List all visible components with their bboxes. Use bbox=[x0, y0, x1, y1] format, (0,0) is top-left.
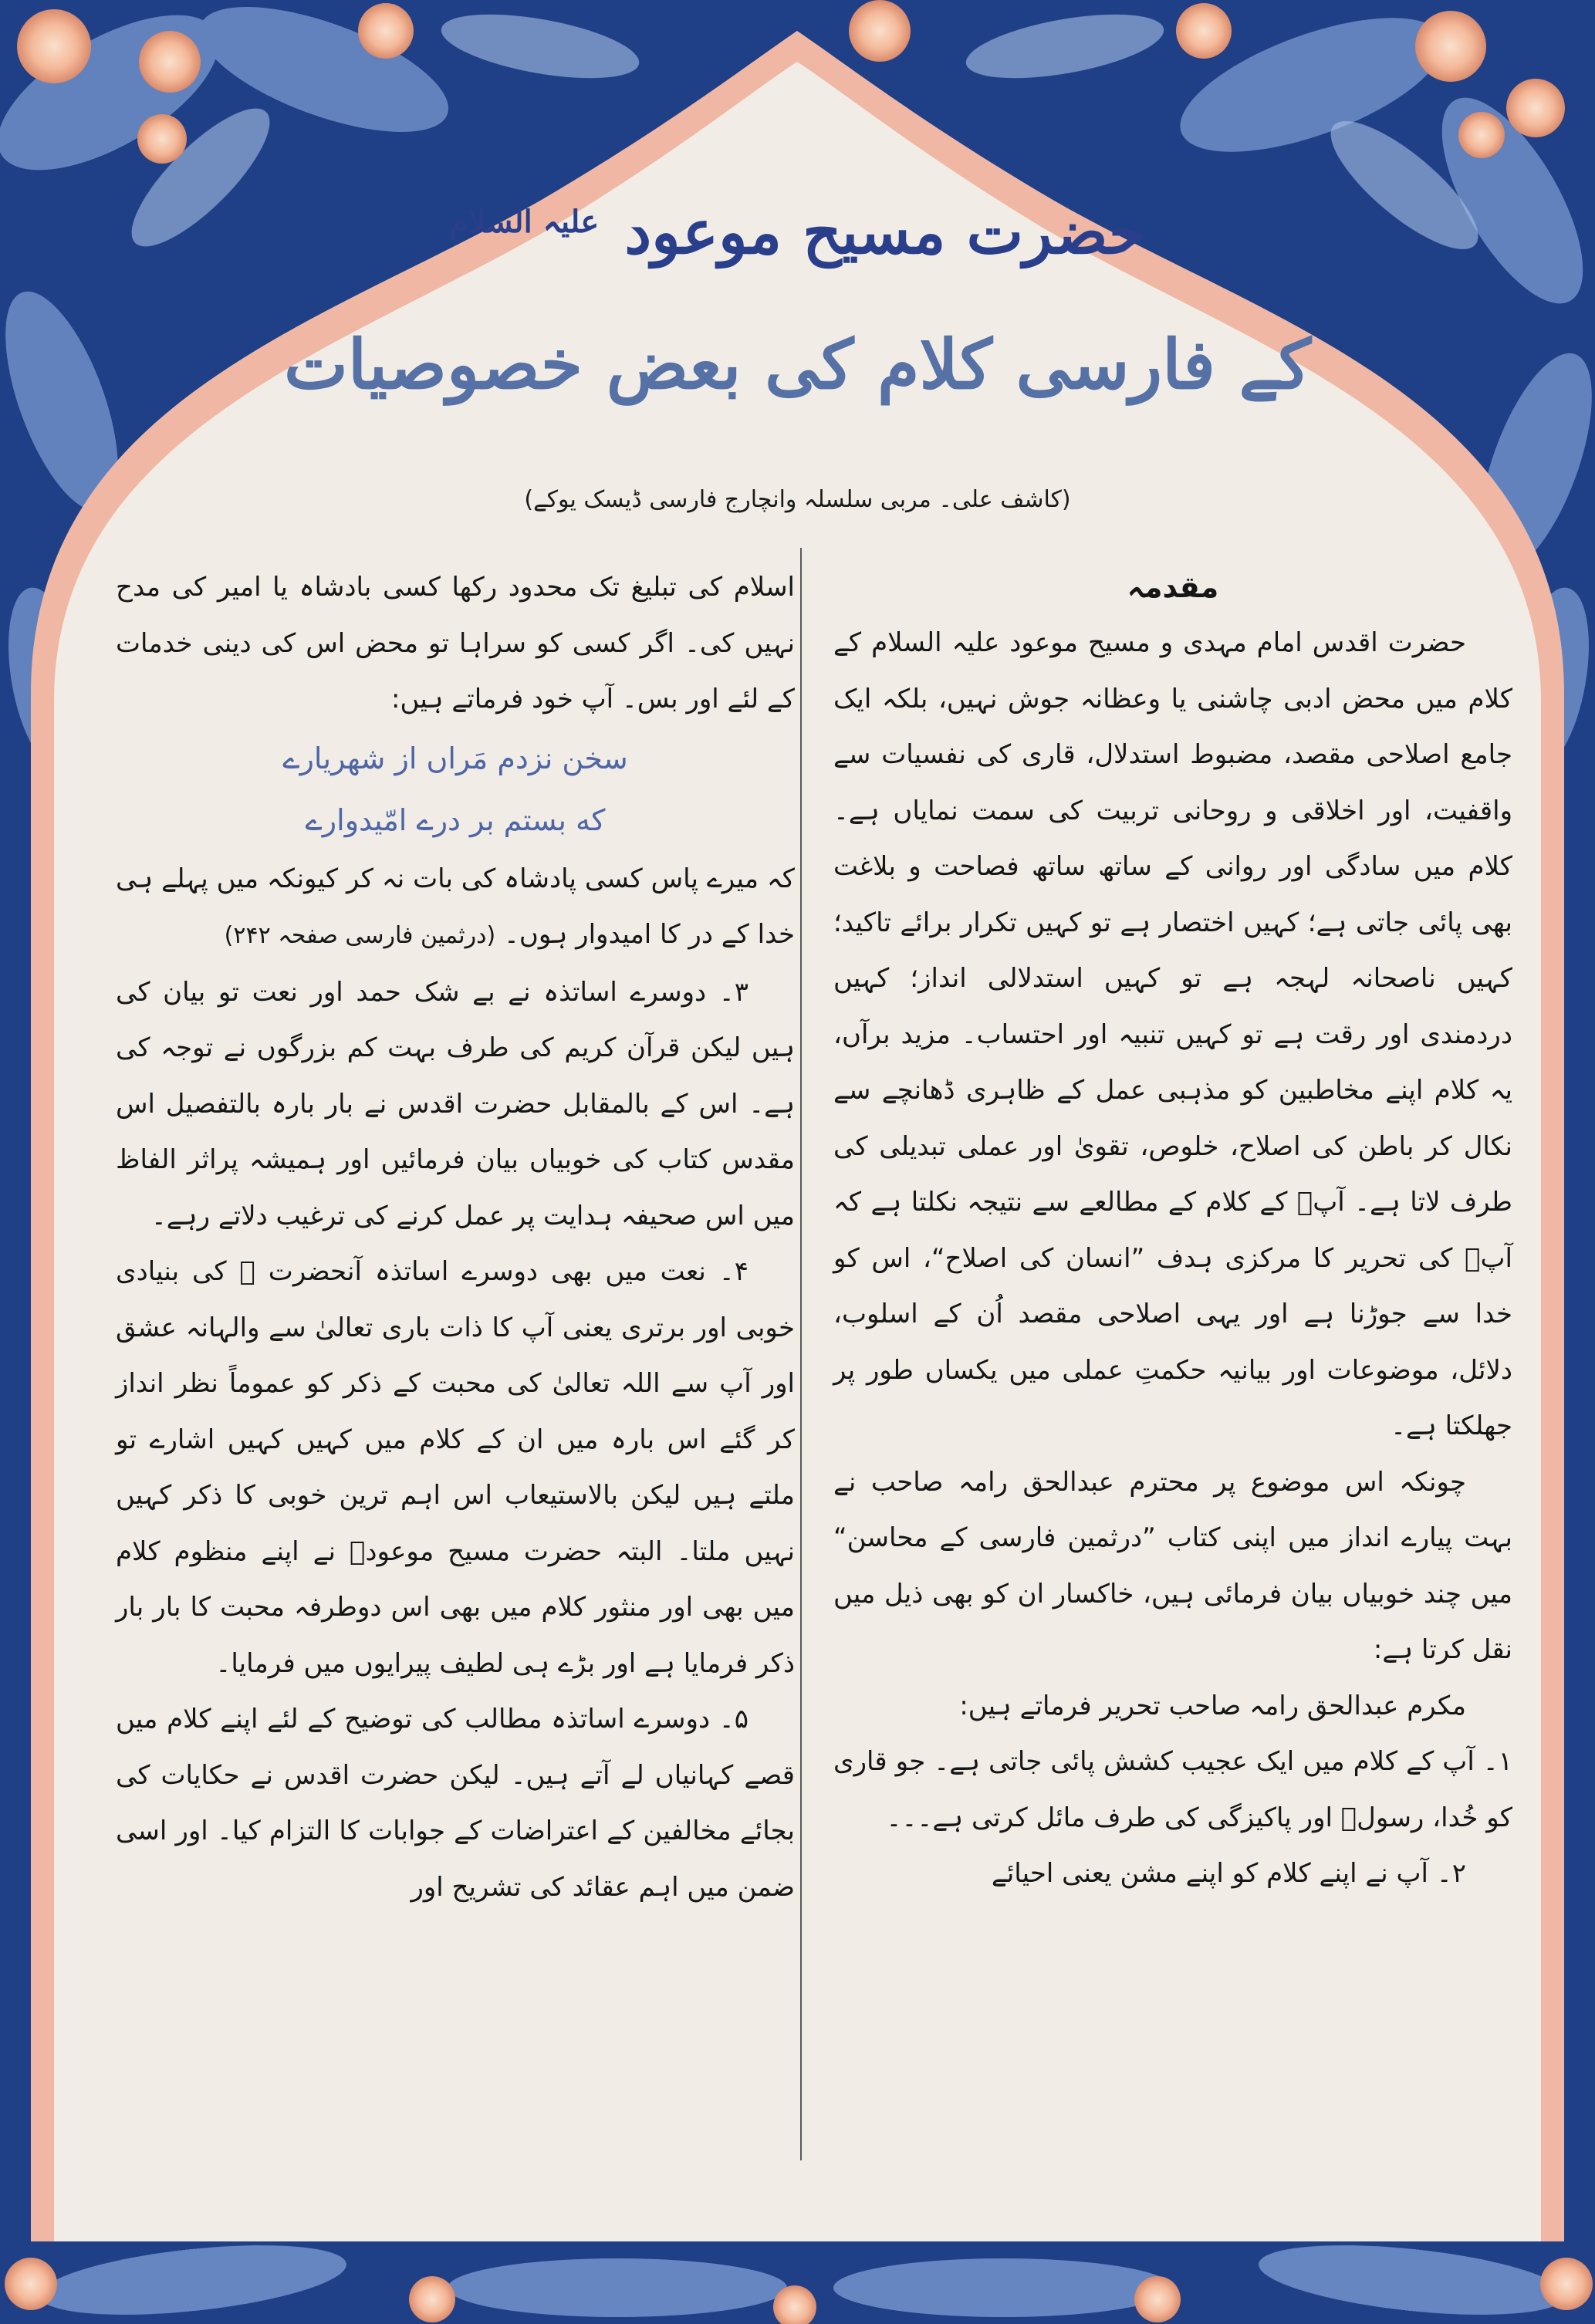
paragraph: چونکہ اس موضوع پر محترم عبدالحق رامہ صاحب نے بہت پیارے انداز میں اپنی کتاب ”درثمین فارسی کے محاسن“ میں چند خوبیاں بیان فرمائی ہیں، خاکسار ان کو بھی ذیل میں نقل کرتا ہے: bbox=[833, 1466, 1512, 1665]
paragraph: حضرت اقدس امام مہدی و مسیح موعود علیہ السلام کے کلام میں محض ادبی چاشنی یا وعظانہ جوش نہیں، بلکہ ایک جامع اصلاحی مقصد، مضبوط استدلال، قاری کی نفسیات سے واقفیت، اور اخلاقی و روحانی تربیت کی سمت نمایاں ہے۔ کلام میں سادگی اور روانی کے ساتھ ساتھ فصاحت و بلاغت بھی پائی جاتی ہے؛ کہیں اختصار ہے تو کہیں تکرار برائے تاکید؛ کہیں ناصحانہ لہجہ ہے تو کہیں استدلالی انداز؛ کہیں دردمندی اور رقت ہے تو کہیں تنبیہ اور احتساب۔ مزید برآں، یہ کلام اپنے مخاطبین کو مذہبی عمل کے ظاہری ڈھانچے سے نکال کر باطن کی اصلاح، خلوص، تقویٰ اور عملی تبدیلی کی طرف لاتا ہے۔ آپؑ کے کلام کے مطالعے سے نتیجہ نکلتا ہے کہ آپؑ کی تحریر کا مرکزی ہدف ”انسان کی اصلاح“، اس کو خدا سے جوڑنا ہے اور یہی اصلاحی مقصد اُن کے اسلوب، دلائل، موضوعات اور بیانیہ حکمتِ عملی میں یکساں طور پر جھلکتا ہے۔ bbox=[833, 627, 1512, 1441]
persian-verse: که بستم بر درے امّیدوارے bbox=[305, 802, 606, 837]
paragraph: ۲۔ آپ نے اپنے کلام کو اپنے مشن یعنی احیائے bbox=[991, 1858, 1466, 1889]
paragraph: ۵۔ دوسرے اساتذہ مطالب کی توضیح کے لئے اپنے کلام میں قصے کہانیاں لے آتے ہیں۔ لیکن حضرت اقدس نے حکایات کی بجائے مخالفین کے اعتراضات کے جوابات کا التزام کیا۔ اور اسی ضمن میں اہم عقائد کی تشریح اور bbox=[116, 1704, 795, 1903]
persian-verse: سخن نزدم مَراں از شهریارے bbox=[282, 741, 628, 775]
title-main: حضرت مسیح موعود bbox=[624, 198, 1146, 268]
article-title-line2: کے فارسی کلام کی بعض خصوصیات bbox=[283, 324, 1312, 404]
article-title-line1 bbox=[0, 197, 1595, 269]
paragraph: ۳۔ دوسرے اساتذہ نے بے شک حمد اور نعت تو بیان کی ہیں لیکن قرآن کریم کی طرف بہت کم بزرگوں نے توجہ کی ہے۔ اس کے بالمقابل حضرت اقدس نے بار بارہ بالتفصیل اس مقدس کتاب کی خوبیاں بیان فرمائیں اور ہمیشہ پراثر الفاظ میں اس صحیفہ ہدایت پر عمل کرنے کی ترغیب دلاتے رہے۔ bbox=[116, 976, 795, 1231]
paragraph: ۴۔ نعت میں بھی دوسرے اساتذہ آنحضرت ﷺ کی بنیادی خوبی اور برتری یعنی آپ کا ذات باری تعالیٰ سے والہانہ عشق اور آپ سے اللہ تعالیٰ کی محبت کے ذکر کو عموماً نظر انداز کر گئے اس بارہ میں ان کے کلام میں کہیں کہیں اشارے تو ملتے ہیں لیکن بالاستیعاب اس اہم ترین خوبی کا ذکر کہیں نہیں ملتا۔ البتہ حضرت مسیح موعودؑ نے اپنے منظوم کلام میں بھی اور منثور کلام میں بھی اس دوطرفہ محبت کا بار بار ذکر فرمایا ہے اور بڑے ہی لطیف پیرایوں میں فرمایا۔ bbox=[116, 1256, 795, 1679]
paragraph: ۱۔ آپ کے کلام میں ایک عجیب کشش پائی جاتی ہے۔ جو قاری کو خُدا، رسولؐ اور پاکیزگی کی طرف مائل کرتی ہے۔۔۔ bbox=[833, 1746, 1512, 1833]
column-divider bbox=[800, 548, 802, 2160]
title-honorific: علیہ السلام bbox=[449, 204, 600, 240]
paragraph: اسلام کی تبلیغ تک محدود رکھا کسی بادشاہ یا امیر کی مدح نہیں کی۔ اگر کسی کو سراہا تو محض اس کی دینی خدمات کے لئے اور بس۔ آپ خود فرماتے ہیں: bbox=[116, 572, 795, 714]
paragraph: مکرم عبدالحق رامہ صاحب تحریر فرماتے ہیں: bbox=[959, 1690, 1466, 1721]
citation: (درثمین فارسی صفحہ ۲۴۲) bbox=[224, 922, 496, 949]
verse-translation: کہ میرے پاس کسی پادشاہ کی بات نہ کر کیونکہ میں پہلے ہی خدا کے در کا امیدوار ہوں۔ bbox=[116, 863, 795, 950]
section-heading: مقدمہ bbox=[1127, 570, 1219, 604]
paragraph bbox=[116, 851, 795, 964]
left-column bbox=[116, 559, 795, 1915]
author-byline: (کاشف علی۔ مربی سلسلہ وانچارج فارسی ڈیسک یوکے) bbox=[524, 486, 1071, 513]
right-column bbox=[833, 559, 1512, 1902]
